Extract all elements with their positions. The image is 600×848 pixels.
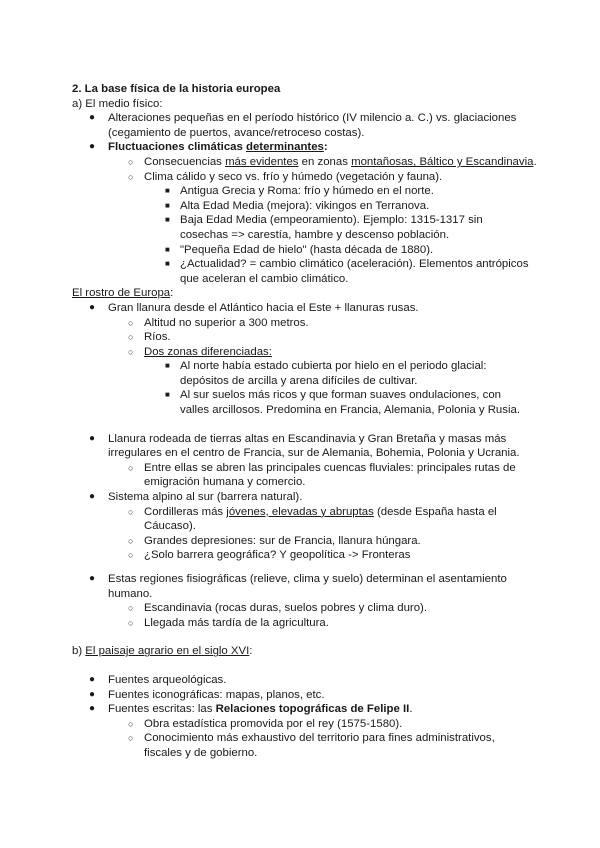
bullet-disc-icon: ● <box>89 141 96 153</box>
section-heading: 2. La base física de la historia europea <box>72 83 281 95</box>
document-page <box>72 82 537 761</box>
list-item: ● Fuentes iconográficas: mapas, planos, etc. <box>89 688 325 701</box>
bullet-disc-icon: ● <box>89 673 96 685</box>
list-item: ■ Al norte había estado cubierta por hielo en el periodo glacial: depósitos de arcilla y arena difíciles de cultivar. <box>165 360 487 387</box>
bullet-square-icon: ■ <box>165 244 170 254</box>
bullet-disc-icon: ● <box>89 688 96 700</box>
list-item: ○ Clima cálido y seco vs. frío y húmedo (vegetación y fauna). <box>128 170 443 183</box>
bullet-disc-icon: ● <box>89 432 96 444</box>
list-item: ■ Antigua Grecia y Roma: frío y húmedo en el norte. <box>165 185 434 198</box>
bullet-square-icon: ■ <box>165 186 170 196</box>
list-item: ■ ¿Actualidad? = cambio climático (aceleración). Elementos antrópicos que aceleran el cambio climático. <box>165 258 529 285</box>
bullet-square-icon: ■ <box>165 361 170 371</box>
list-item: ■ Al sur suelos más ricos y que forman suaves ondulaciones, con valles arcillosos. Predomina en Francia, Alemania, Polonia y Rusia. <box>165 389 520 417</box>
list-item: ○ Escandinavia (rocas duras, suelos pobres y clima duro). <box>128 602 427 615</box>
bullet-circle-icon: ○ <box>128 156 134 167</box>
bullet-circle-icon: ○ <box>128 550 134 561</box>
bullet-disc-icon: ● <box>89 301 96 313</box>
bullet-square-icon: ■ <box>165 200 170 210</box>
list-item: ● Alteraciones pequeñas en el período histórico (IV milencio a. C.) vs. glaciaciones (cegamiento de puertos, avance/retroceso costas). <box>89 112 517 139</box>
bullet-circle-icon: ○ <box>128 462 134 473</box>
bullet-circle-icon: ○ <box>128 603 134 614</box>
bullet-circle-icon: ○ <box>128 332 134 343</box>
list-item: ● Sistema alpino al sur (barrera natural). <box>89 491 303 504</box>
list-item: ■ Baja Edad Media (empeoramiento). Ejemplo: 1315-1317 sin cosechas => carestía, hambre y descenso población. <box>165 214 483 241</box>
bullet-square-icon: ■ <box>165 215 170 225</box>
list-item: ○ Cordilleras más jóvenes, elevadas y abruptas (desde España hasta el Cáucaso). <box>128 505 497 533</box>
list-item: ○ Consecuencias más evidentes en zonas montañosas, Báltico y Escandinavia. <box>128 155 537 168</box>
list-item: ● Fluctuaciones climáticas determinantes: <box>89 141 328 154</box>
bullet-circle-icon: ○ <box>128 506 134 517</box>
list-item: ○ Llegada más tardía de la agricultura. <box>128 616 329 629</box>
section-a-title: a) El medio físico: <box>72 97 163 110</box>
list-item: ○ Obra estadística promovida por el rey (1575-1580). <box>128 717 403 730</box>
list-item: ● Fuentes escritas: las Relaciones topográficas de Felipe II. <box>89 703 413 716</box>
list-item: ● Gran llanura desde el Atlántico hacia el Este + llanuras rusas. <box>89 301 419 314</box>
list-item: ○ Entre ellas se abren las principales cuencas fluviales: principales rutas de emigración humana y comercio. <box>128 461 516 489</box>
bullet-circle-icon: ○ <box>128 171 134 182</box>
list-item: ○ ¿Solo barrera geográfica? Y geopolítica -> Fronteras <box>128 549 411 562</box>
list-item: ○ Conocimiento más exhaustivo del territorio para fines administrativos, fiscales y de gobierno. <box>128 732 495 759</box>
list-item: ● Llanura rodeada de tierras altas en Escandinavia y Gran Bretaña y masas más irregulares en el centro de Francia, sur de Alemania, Bohemia, Polonia y Ucrania. <box>89 432 520 460</box>
bullet-disc-icon: ● <box>89 703 96 715</box>
list-item: ■ "Pequeña Edad de hielo" (hasta década de 1880). <box>165 243 434 256</box>
list-item: ■ Alta Edad Media (mejora): vikingos en Terranova. <box>165 199 430 212</box>
bullet-disc-icon: ● <box>89 573 96 584</box>
bullet-square-icon: ■ <box>165 390 170 400</box>
list-item: ○ Altitud no superior a 300 metros. <box>128 316 309 329</box>
bullet-disc-icon: ● <box>89 491 96 503</box>
list-item: ○ Dos zonas diferenciadas: <box>128 345 272 358</box>
bullet-circle-icon: ○ <box>128 535 134 546</box>
section-b-title: b) El paisaje agrario en el siglo XVI: <box>72 645 253 658</box>
list-item: ○ Grandes depresiones: sur de Francia, llanura húngara. <box>128 534 421 547</box>
bullet-circle-icon: ○ <box>128 317 134 328</box>
bullet-circle-icon: ○ <box>128 733 134 744</box>
bullet-disc-icon: ● <box>89 112 96 124</box>
bullet-circle-icon: ○ <box>128 718 134 729</box>
rostro-title: El rostro de Europa: <box>72 287 174 300</box>
list-item: ○ Ríos. <box>128 331 171 344</box>
list-item: ● Fuentes arqueológicas. <box>89 673 227 686</box>
bullet-circle-icon: ○ <box>128 346 134 357</box>
list-item: ● Estas regiones fisiográficas (relieve, clima y suelo) determinan el asentamiento humano. <box>89 573 507 600</box>
bullet-circle-icon: ○ <box>128 617 134 628</box>
bullet-square-icon: ■ <box>165 259 170 269</box>
